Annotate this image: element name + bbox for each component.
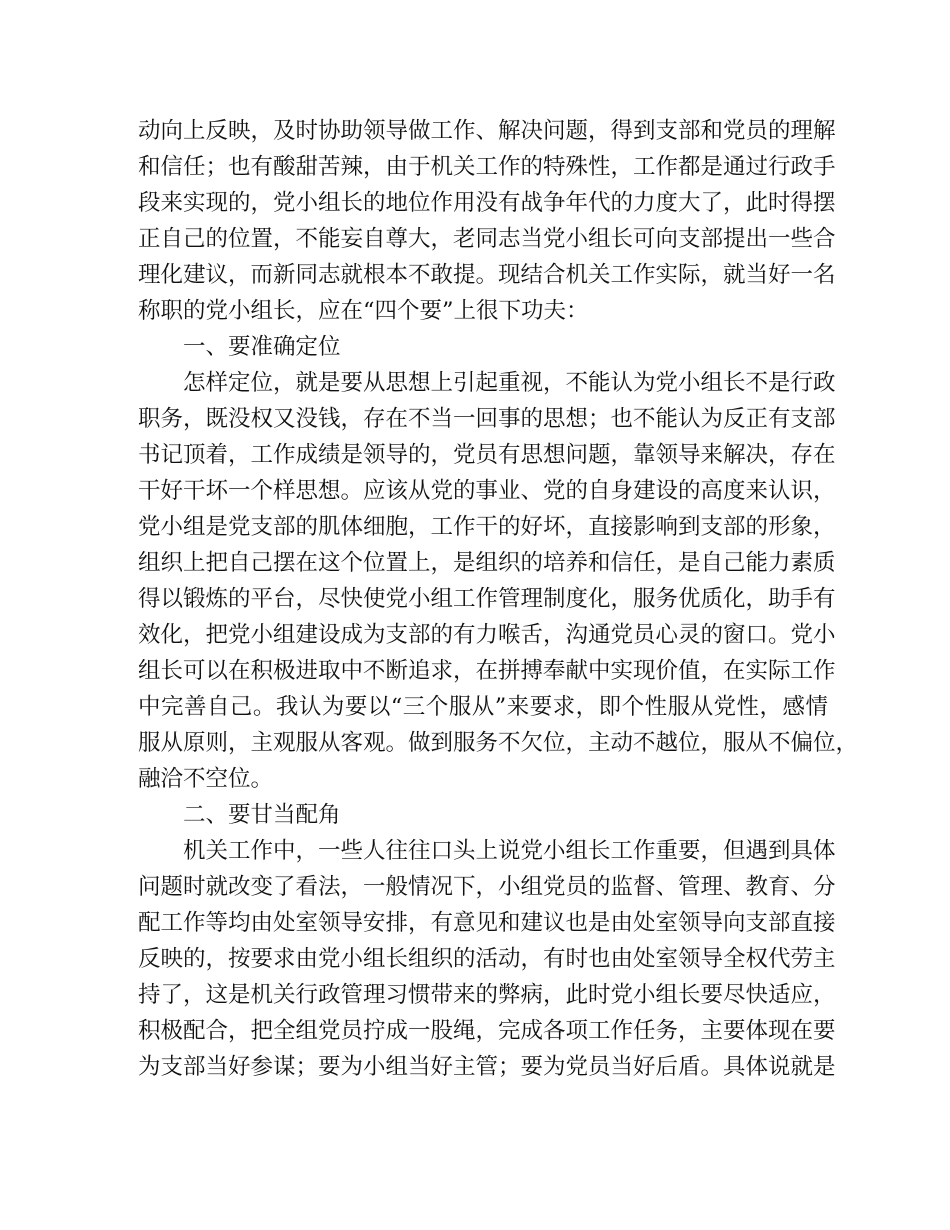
text-line: 和信任；也有酸甜苦辣，由于机关工作的特殊性，工作都是通过行政手 (138, 154, 836, 180)
text-line: 积极配合，把全组党员拧成一股绳，完成各项工作任务，主要体现在要 (138, 1018, 836, 1044)
text-line: 融洽不空位。 (138, 766, 274, 792)
text-line: 配工作等均由处室领导安排，有意见和建议也是由处室领导向支部直接 (138, 910, 836, 936)
text-line: 得以锻炼的平台，尽快使党小组工作管理制度化，服务优质化，助手有 (138, 586, 836, 612)
text-line: 正自己的位置，不能妄自尊大，老同志当党小组长可向支部提出一些合 (138, 226, 836, 252)
text-line: 理化建议，而新同志就根本不敢提。现结合机关工作实际，就当好一名 (138, 262, 836, 288)
text-line: 党小组是党支部的肌体细胞，工作干的好坏，直接影响到支部的形象， (138, 514, 836, 540)
text-line: 问题时就改变了看法，一般情况下，小组党员的监督、管理、教育、分 (138, 874, 836, 900)
text-line: 组织上把自己摆在这个位置上，是组织的培养和信任，是自己能力素质 (138, 550, 836, 576)
text-line: 反映的，按要求由党小组长组织的活动，有时也由处室领导全权代劳主 (138, 946, 836, 972)
text-line: 服从原则，主观服从客观。做到服务不欠位，主动不越位，服从不偏位， (138, 730, 859, 756)
text-line: 持了，这是机关行政管理习惯带来的弊病，此时党小组长要尽快适应， (138, 982, 836, 1008)
text-line: 段来实现的，党小组长的地位作用没有战争年代的力度大了，此时得摆 (138, 190, 836, 216)
text-line: 组长可以在积极进取中不断追求，在拼搏奉献中实现价值，在实际工作 (138, 658, 836, 684)
text-line: 为支部当好参谋；要为小组当好主管；要为党员当好后盾。具体说就是 (138, 1054, 836, 1080)
text-line: 干好干坏一个样思想。应该从党的事业、党的自身建设的高度来认识， (138, 478, 836, 504)
paragraph-first-line: 机关工作中，一些人往往口头上说党小组长工作重要，但遇到具体 (183, 838, 836, 864)
section-heading: 一、要准确定位 (183, 334, 341, 360)
text-line: 中完善自己。我认为要以“三个服从”来要求，即个性服从党性，感情 (138, 694, 828, 720)
text-line: 书记顶着，工作成绩是领导的，党员有思想问题，靠领导来解决，存在 (138, 442, 836, 468)
text-line: 称职的党小组长，应在“四个要”上很下功夫： (138, 298, 589, 324)
paragraph-first-line: 怎样定位，就是要从思想上引起重视，不能认为党小组长不是行政 (183, 370, 836, 396)
text-line: 效化，把党小组建设成为支部的有力喉舌，沟通党员心灵的窗口。党小 (138, 622, 836, 648)
text-line: 动向上反映，及时协助领导做工作、解决问题，得到支部和党员的理解 (138, 118, 836, 144)
text-line: 职务，既没权又没钱，存在不当一回事的思想；也不能认为反正有支部 (138, 406, 836, 432)
section-heading: 二、要甘当配角 (183, 802, 341, 828)
